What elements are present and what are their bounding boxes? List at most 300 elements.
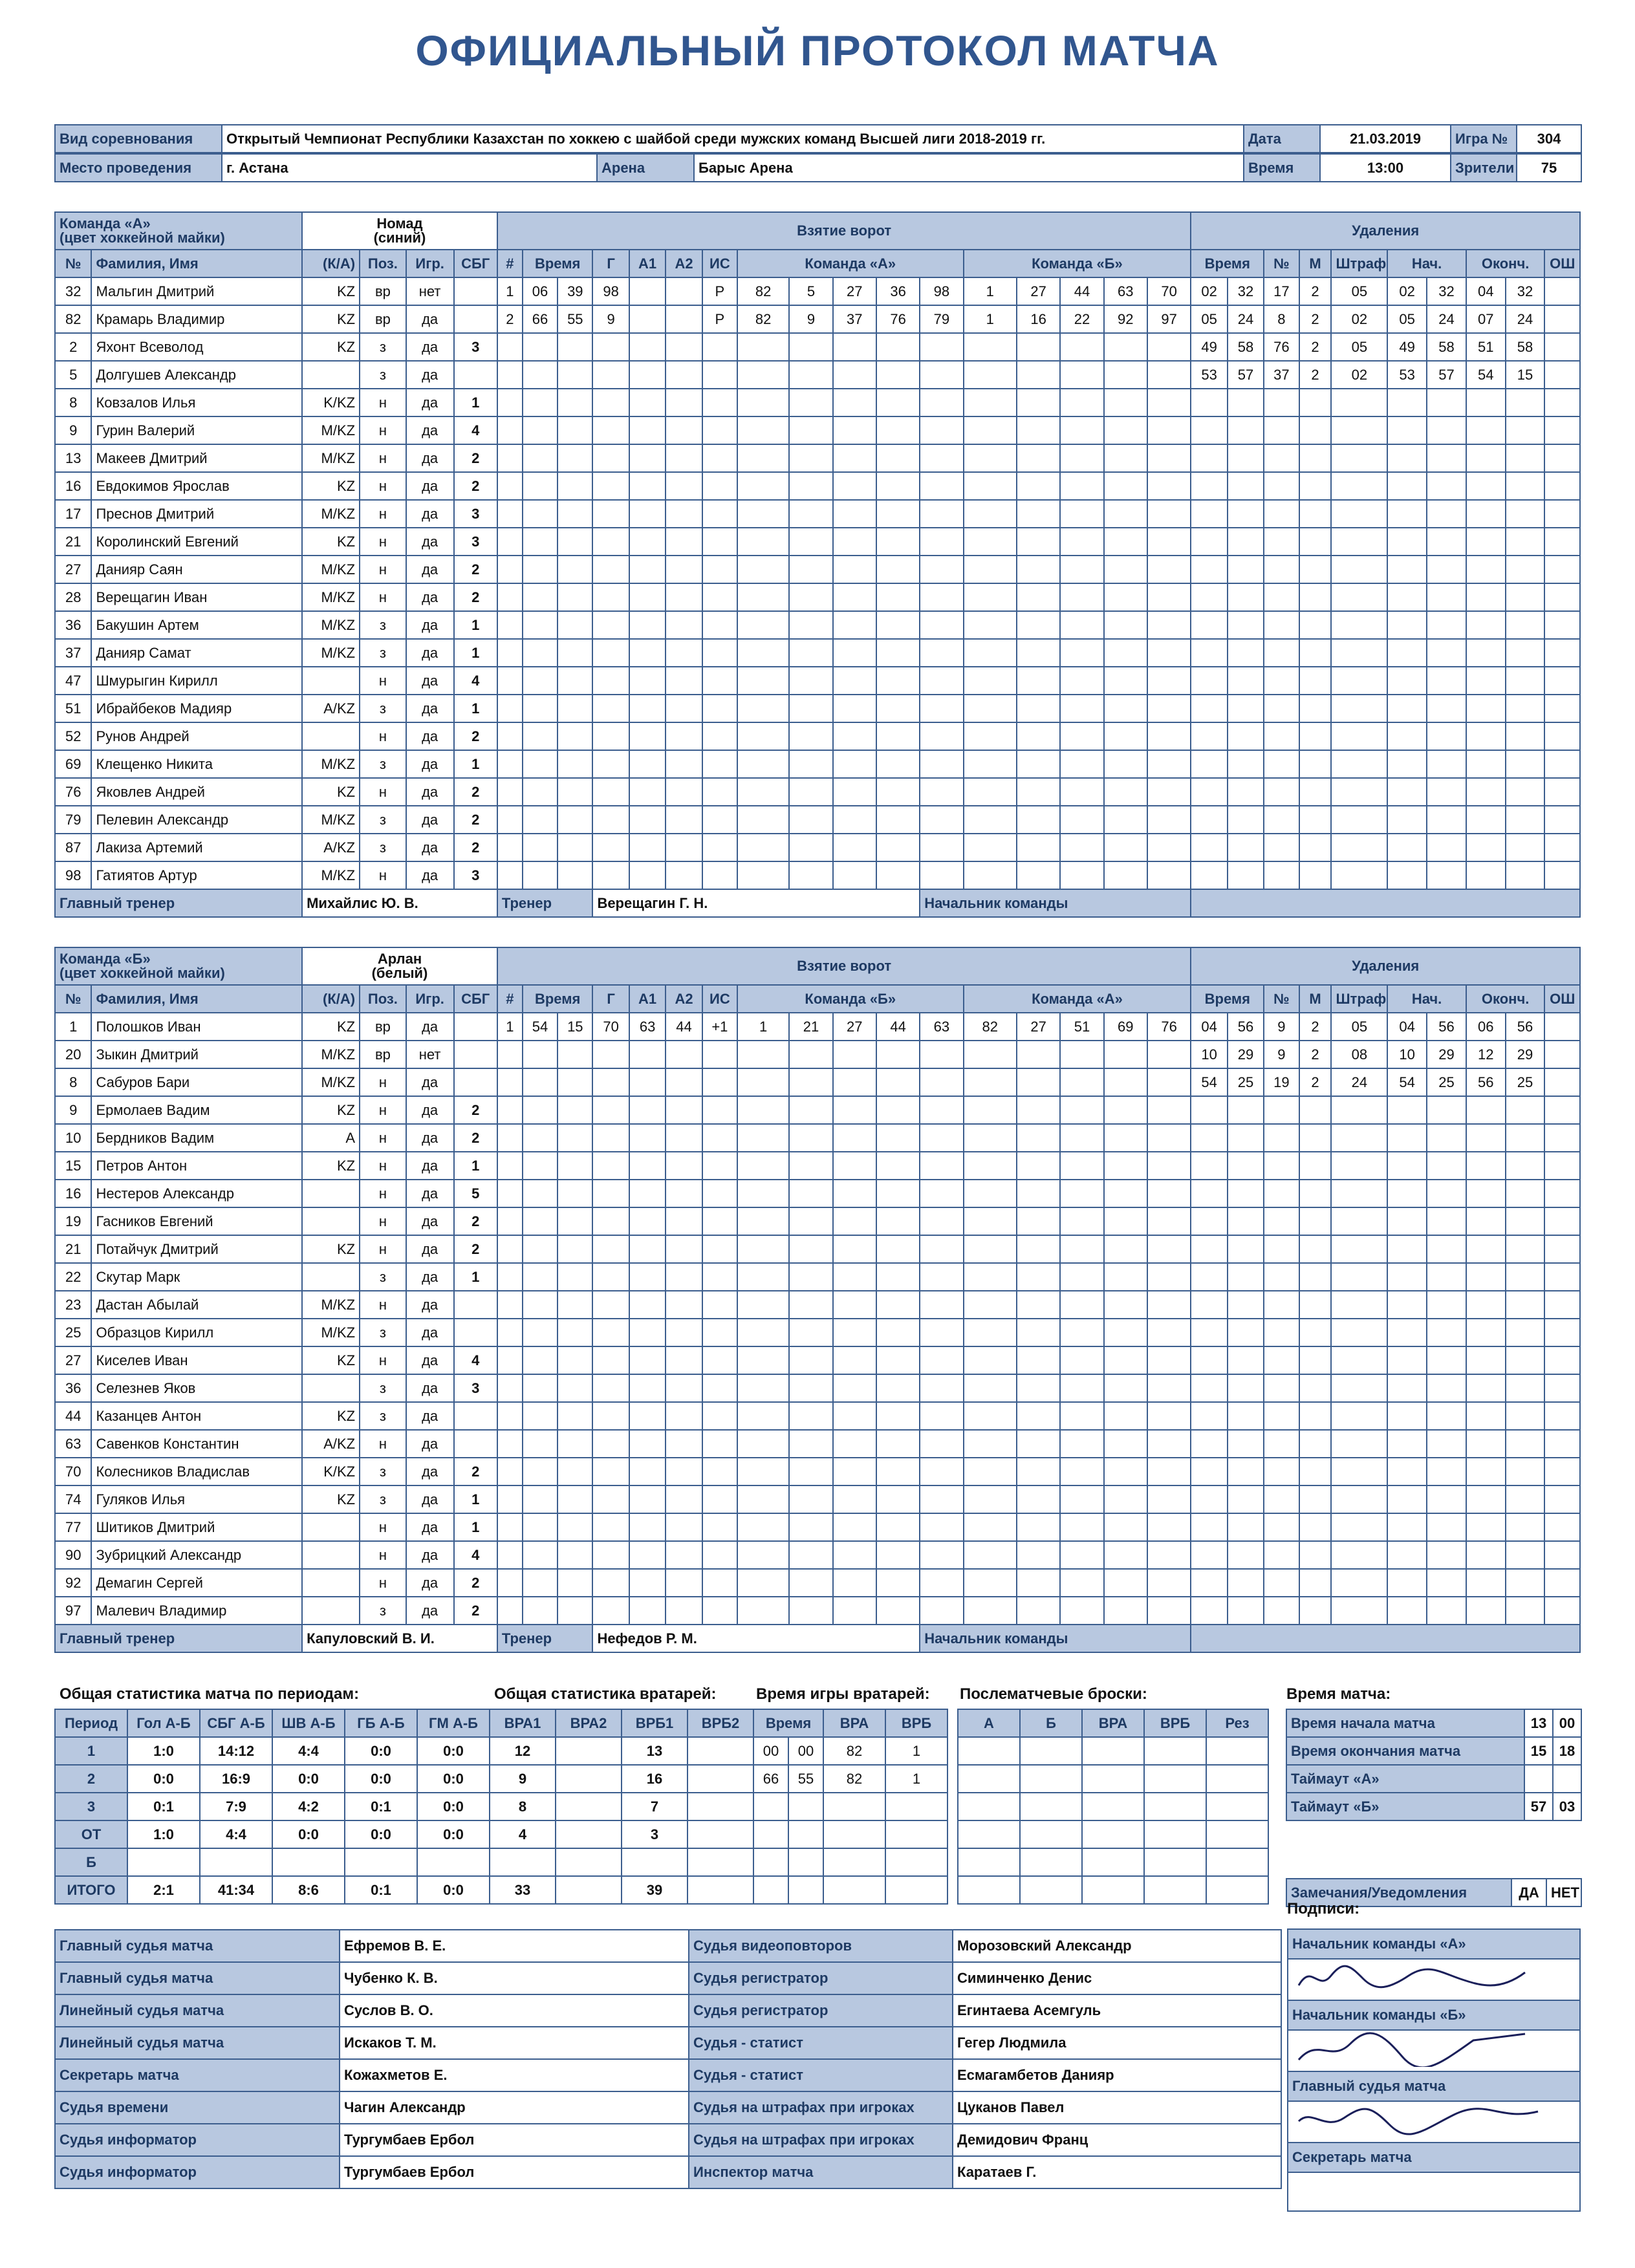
official-name: Тургумбаев Ербол [340,2124,689,2156]
goal-cell [1060,1180,1103,1207]
penalty-cell [1466,1569,1506,1597]
goal-cell [1060,639,1103,667]
match-time-label: Таймаут «А» [1286,1765,1524,1793]
col-header-p-osh: ОШ [1544,250,1580,277]
goal-cell [1017,1402,1060,1430]
player-position: н [360,500,406,528]
player-ka: M/KZ [302,583,360,611]
game-label: Игра № [1451,125,1517,153]
official-name: Каратаев Г. [953,2156,1281,2188]
player-position: н [360,1346,406,1374]
col-header-own-team: Команда «А» [737,250,964,277]
penalty-cell: 9 [1264,1013,1299,1041]
penalty-cell [1264,1513,1299,1541]
goal-cell [964,1319,1017,1346]
goal-cell [876,1374,920,1402]
penalty-cell [1228,1319,1264,1346]
penalty-cell [1466,1235,1506,1263]
goal-cell [497,1597,523,1625]
period-value: 4:2 [272,1793,345,1820]
shootout-value [958,1820,1020,1848]
goal-cell [737,583,789,611]
player-sbg: 2 [454,1207,497,1235]
period-value: 0:0 [417,1737,490,1765]
goal-cell [833,1319,876,1346]
player-row [55,305,1580,333]
penalty-cell [1466,416,1506,444]
goal-cell [629,695,666,722]
player-number: 10 [55,1124,91,1152]
shootout-value [1082,1876,1144,1904]
col-header-p-start: Нач. [1387,985,1466,1013]
penalty-cell [1466,778,1506,806]
goal-cell [629,667,666,695]
goalie-value [556,1737,622,1765]
penalty-cell [1387,1235,1427,1263]
penalty-cell: 2 [1299,305,1332,333]
goal-cell [789,834,832,861]
goal-cell [592,1235,629,1263]
statistics-section [54,1683,1581,1922]
player-number: 16 [55,472,91,500]
penalty-cell [1544,305,1580,333]
goal-cell [876,333,920,361]
goal-cell [558,1068,592,1096]
penalty-cell [1427,1485,1466,1513]
penalty-cell [1506,695,1545,722]
penalty-cell [1506,750,1545,778]
goal-cell [497,695,523,722]
goalie-value [688,1793,753,1820]
official-name: Кожахметов Е. [340,2059,689,2091]
penalty-cell [1506,722,1545,750]
goal-cell [592,361,629,389]
goal-cell [523,1458,558,1485]
shootout-value [958,1876,1020,1904]
penalty-cell [1427,861,1466,889]
penalty-cell [1264,1402,1299,1430]
penalty-cell [1331,1597,1387,1625]
penalty-cell [1387,444,1427,472]
signature-row [1288,2172,1580,2211]
penalty-cell [1299,722,1332,750]
player-sbg: 1 [454,1485,497,1513]
player-ka [302,667,360,695]
goal-cell [1060,1096,1103,1124]
player-name: Ибрайбеков Мадияр [91,695,302,722]
shootout-value [1144,1820,1206,1848]
goal-cell [876,444,920,472]
goal-cell [629,1402,666,1430]
official-name: Ефремов В. Е. [340,1930,689,1962]
penalty-cell [1506,834,1545,861]
col-header-other-team: Команда «А» [964,985,1191,1013]
goal-cell [666,778,702,806]
player-name: Гурин Валерий [91,416,302,444]
player-position: н [360,861,406,889]
goal-cell [833,1096,876,1124]
penalty-cell [1299,389,1332,416]
goal-cell [1017,695,1060,722]
goal-cell: 1 [497,277,523,305]
player-position: н [360,1569,406,1597]
penalty-cell: 04 [1466,277,1506,305]
player-position: н [360,667,406,695]
player-position: з [360,806,406,834]
penalty-cell: 32 [1427,277,1466,305]
signature-label: Начальник команды «А» [1288,1929,1580,1959]
player-position: з [360,1263,406,1291]
player-ka: KZ [302,528,360,556]
penalty-cell [1544,1013,1580,1041]
goal-cell: 82 [737,305,789,333]
gtime-value [823,1876,885,1904]
player-ka: M/KZ [302,639,360,667]
goal-cell [523,806,558,834]
goal-cell [876,416,920,444]
goal-cell [629,1513,666,1541]
goal-cell [737,472,789,500]
team-chief-name [1191,1625,1580,1652]
goal-cell [592,1541,629,1569]
goal-cell [737,1569,789,1597]
shootout-value [1020,1765,1082,1793]
player-ka: K/KZ [302,1458,360,1485]
goal-cell [629,1291,666,1319]
goal-cell [876,1402,920,1430]
goal-cell [1017,361,1060,389]
player-ka [302,1263,360,1291]
goal-cell [702,361,737,389]
player-name: Киселев Иван [91,1346,302,1374]
goal-cell [558,1346,592,1374]
shootout-value [958,1737,1020,1765]
official-role: Главный судья матча [55,1962,340,1994]
col-header-p-end: Оконч. [1466,250,1545,277]
goal-cell [523,1485,558,1513]
shootout-value [1082,1820,1144,1848]
goal-cell [666,1068,702,1096]
penalty-cell [1387,1485,1427,1513]
player-played: да [406,305,454,333]
periods-header-row [55,1709,490,1737]
penalty-cell [1191,778,1227,806]
player-row [55,1152,1580,1180]
goal-cell: 97 [1147,305,1191,333]
goal-cell [1017,778,1060,806]
penalty-cell: 76 [1264,333,1299,361]
penalty-cell [1299,1319,1332,1346]
penalty-cell [1264,834,1299,861]
player-played: да [406,667,454,695]
officials-section [54,1929,1282,2189]
period-col-header: СБГ А-Б [200,1709,272,1737]
penalty-cell [1331,722,1387,750]
penalty-cell [1506,500,1545,528]
col-header-sbg: СБГ [454,250,497,277]
period-value: 16:9 [200,1765,272,1793]
goal-cell [1147,1068,1191,1096]
penalty-cell [1264,1319,1299,1346]
player-position: н [360,389,406,416]
col-header-a2: А2 [666,985,702,1013]
team-color: (белый) [371,965,428,981]
penalty-cell [1331,1430,1387,1458]
goal-cell [1104,1263,1147,1291]
period-label: ИТОГО [55,1876,127,1904]
player-row [55,1319,1580,1346]
goal-cell [737,778,789,806]
penalty-cell [1506,583,1545,611]
goal-cell [964,1291,1017,1319]
shootout-value [1082,1765,1144,1793]
goal-cell [592,1263,629,1291]
player-row [55,1263,1580,1291]
penalty-cell [1466,667,1506,695]
period-value: 4:4 [272,1737,345,1765]
goal-cell [964,1096,1017,1124]
goal-cell [737,1458,789,1485]
penalty-cell [1544,277,1580,305]
penalty-cell [1228,667,1264,695]
penalty-cell [1544,1541,1580,1569]
penalty-cell: 2 [1299,1013,1332,1041]
penalty-cell: 10 [1191,1041,1227,1068]
goal-cell [1017,806,1060,834]
goal-cell [789,778,832,806]
goal-cell [1147,639,1191,667]
goal-cell [592,611,629,639]
penalty-cell [1331,1319,1387,1346]
player-number: 63 [55,1430,91,1458]
player-ka: M/KZ [302,611,360,639]
player-played: да [406,1180,454,1207]
penalty-cell [1506,416,1545,444]
player-number: 15 [55,1152,91,1180]
handwritten-signature [1292,1960,1577,1996]
penalty-cell [1191,861,1227,889]
shootout-value [1020,1876,1082,1904]
goal-cell [666,333,702,361]
penalty-cell [1264,583,1299,611]
signature-cell [1288,2101,1580,2143]
player-played: да [406,416,454,444]
goal-cell [558,528,592,556]
match-time-minutes: 00 [1553,1709,1581,1737]
goal-cell [789,389,832,416]
goal-cell [876,750,920,778]
penalty-cell [1427,472,1466,500]
goal-cell [592,750,629,778]
period-value: 4:4 [200,1820,272,1848]
penalty-cell: 19 [1264,1068,1299,1096]
arena-label: Арена [597,154,694,182]
head-coach-name: Капуловский В. И. [302,1625,497,1652]
goal-cell [1104,1235,1147,1263]
player-played: да [406,1597,454,1625]
team-name-cell [302,947,497,985]
goal-cell [737,444,789,472]
goal-cell [833,1541,876,1569]
penalty-cell [1544,1263,1580,1291]
goal-cell [1147,500,1191,528]
gtime-value: 00 [788,1737,823,1765]
penalty-cell [1331,806,1387,834]
goal-cell [833,1124,876,1152]
penalty-cell [1299,500,1332,528]
player-number: 20 [55,1041,91,1068]
goal-cell [920,389,963,416]
col-header-a1: А1 [629,985,666,1013]
goal-cell [558,444,592,472]
signature-label-row [1288,2071,1580,2101]
goal-cell [497,1152,523,1180]
goal-cell [876,778,920,806]
goal-cell [629,277,666,305]
player-sbg [454,277,497,305]
player-name: Гуляков Илья [91,1485,302,1513]
period-value: 0:0 [127,1765,200,1793]
goal-cell [592,444,629,472]
player-name: Яхонт Всеволод [91,333,302,361]
date-label: Дата [1244,125,1320,153]
goal-cell [629,389,666,416]
player-position: н [360,1513,406,1541]
player-sbg: 3 [454,861,497,889]
penalty-cell [1331,1124,1387,1152]
goal-cell [523,695,558,722]
goal-cell [666,1569,702,1597]
goal-cell [629,1346,666,1374]
player-sbg [454,305,497,333]
goal-cell [497,361,523,389]
player-number: 8 [55,389,91,416]
shootout-row [958,1793,1268,1820]
goal-cell [876,1235,920,1263]
goal-cell [1104,806,1147,834]
player-ka: KZ [302,778,360,806]
penalties-header: Удаления [1191,947,1580,985]
player-row [55,361,1580,389]
goal-cell [523,583,558,611]
penalty-cell: 05 [1387,305,1427,333]
goal-cell [964,1124,1017,1152]
goal-cell [497,1068,523,1096]
penalty-cell [1264,1430,1299,1458]
penalty-cell [1387,834,1427,861]
goalie-value: 8 [490,1793,556,1820]
player-name: Нестеров Александр [91,1180,302,1207]
official-name: Чагин Александр [340,2091,689,2124]
col-header-g: Г [592,985,629,1013]
player-number: 77 [55,1513,91,1541]
goal-cell [702,1124,737,1152]
penalty-cell [1544,1152,1580,1180]
penalty-cell [1264,695,1299,722]
penalty-cell [1299,1096,1332,1124]
player-position: н [360,1180,406,1207]
goal-cell [666,1374,702,1402]
goal-cell [789,1513,832,1541]
player-row [55,639,1580,667]
goal-cell [964,1402,1017,1430]
period-label: 1 [55,1737,127,1765]
penalty-cell [1427,1096,1466,1124]
player-played: да [406,1096,454,1124]
trainer-label: Тренер [497,1625,593,1652]
goal-cell [497,583,523,611]
goal-cell [920,861,963,889]
goal-cell [629,1096,666,1124]
penalty-cell [1228,1235,1264,1263]
team-staff-row [55,1625,1580,1652]
official-row [55,2059,1281,2091]
official-role: Инспектор матча [689,2156,953,2188]
penalty-cell [1228,1124,1264,1152]
penalty-cell [1228,1569,1264,1597]
goal-cell [702,667,737,695]
goal-cell [833,472,876,500]
goal-cell [789,1152,832,1180]
penalty-cell [1506,444,1545,472]
col-header-a1: А1 [629,250,666,277]
goal-cell [558,1152,592,1180]
goal-cell [737,389,789,416]
match-info [54,124,1582,182]
player-ka [302,1513,360,1541]
goal-cell [789,1374,832,1402]
player-number: 98 [55,861,91,889]
player-ka [302,722,360,750]
penalty-cell: 15 [1506,361,1545,389]
goal-cell [592,1346,629,1374]
penalty-cell [1387,1346,1427,1374]
penalty-cell [1506,1374,1545,1402]
penalty-cell: 56 [1466,1068,1506,1096]
gtime-col-header: Время [753,1709,823,1737]
penalty-cell [1427,583,1466,611]
official-role: Судья - статист [689,2027,953,2059]
time-label: Время [1244,154,1320,182]
goal-cell [1104,861,1147,889]
goal-cell [876,667,920,695]
competition-label: Вид соревнования [55,125,222,153]
penalty-cell [1191,1152,1227,1180]
goal-cell [876,583,920,611]
goal-cell [592,1152,629,1180]
goal-cell [833,778,876,806]
gtime-col-header: ВРБ [885,1709,947,1737]
goal-cell [876,361,920,389]
player-number: 69 [55,750,91,778]
player-row [55,277,1580,305]
shootout-value [1206,1820,1268,1848]
goal-cell [666,639,702,667]
goal-cell [702,333,737,361]
goalie-value: 4 [490,1820,556,1848]
goal-cell [558,750,592,778]
penalty-cell [1331,611,1387,639]
penalty-cell [1427,1597,1466,1625]
goal-cell [592,861,629,889]
goalie-row [490,1793,753,1820]
player-name: Селезнев Яков [91,1374,302,1402]
remarks-no: НЕТ [1546,1879,1581,1906]
goal-cell [833,861,876,889]
player-name: Преснов Дмитрий [91,500,302,528]
penalty-cell [1228,1374,1264,1402]
goalie-value [688,1737,753,1765]
